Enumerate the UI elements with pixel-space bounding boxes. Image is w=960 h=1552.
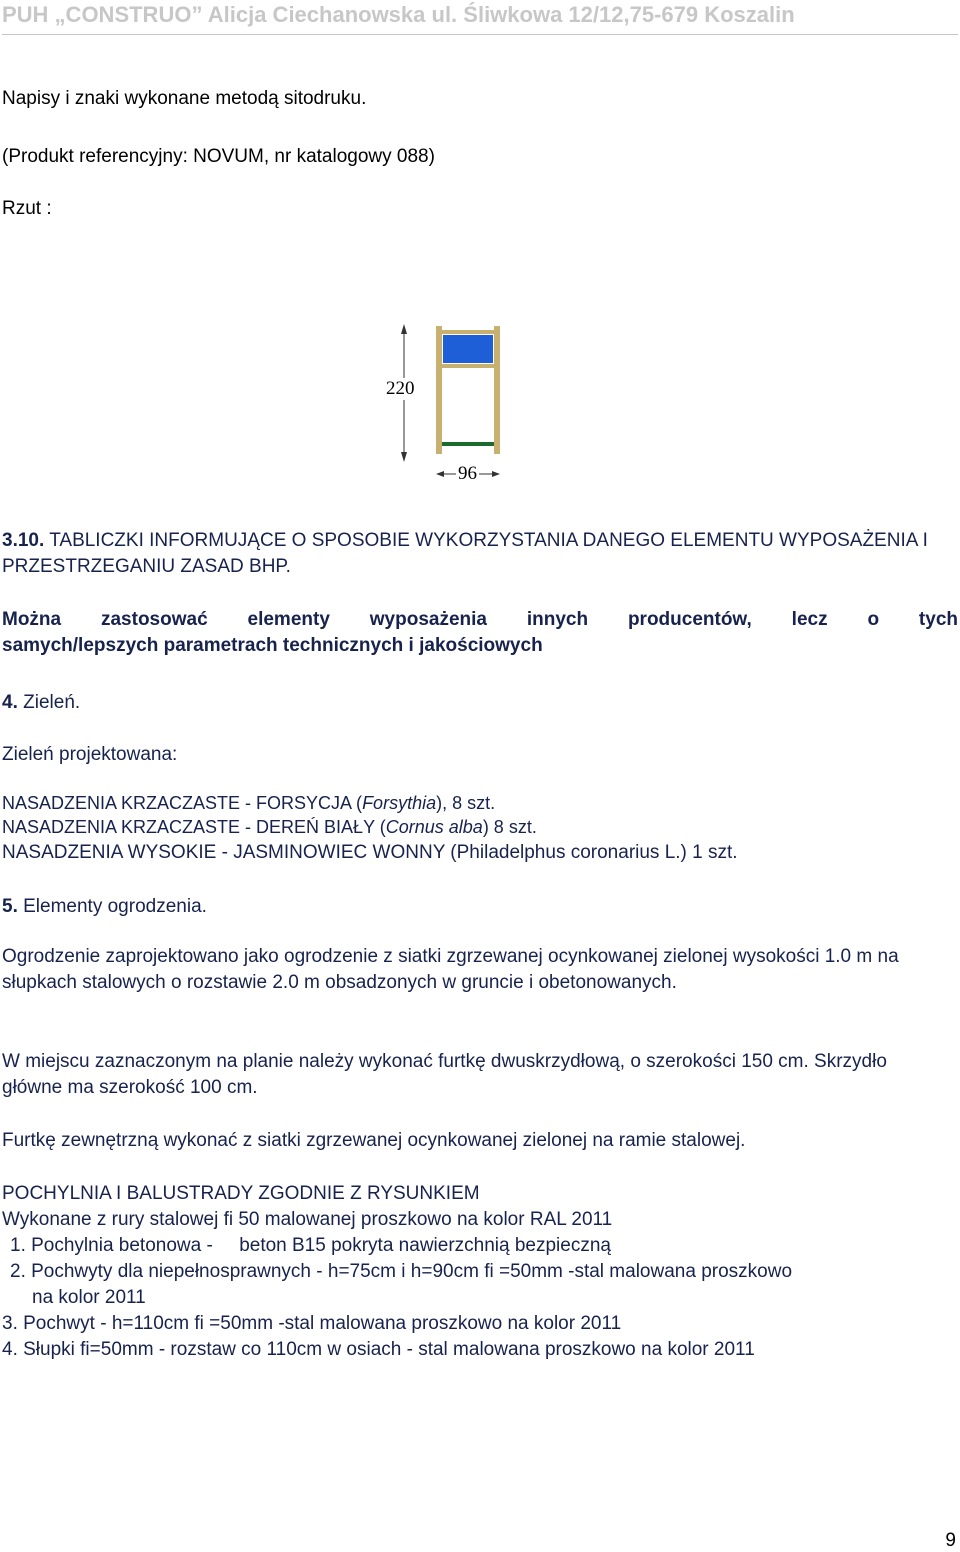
width-dimension-label: 96: [458, 463, 477, 484]
note-line-2: samych/lepszych parametrach technicznych i jakościowych: [2, 635, 543, 656]
ramp-item-1: 1. Pochylnia betonowa - beton B15 pokryta nawierzchnią bezpieczną: [10, 1235, 611, 1256]
green-bar: [442, 442, 494, 446]
ramp-item-3: 3. Pochwyt - h=110cm fi =50mm -stal malowana proszkowo na kolor 2011: [2, 1313, 622, 1334]
section-4-heading: [2, 690, 958, 716]
paragraph-gate: W miejscu zaznaczonym na planie należy wykonać furtkę dwuskrzydłową, o szerokości 150 cm. Skrzydło główne ma szerokość 100 cm.: [2, 1051, 887, 1098]
height-dimension-label: 220: [386, 378, 415, 399]
plants-list: [2, 791, 958, 866]
section-3-10-heading: [2, 528, 958, 580]
paragraph-plan-label: Rzut :: [2, 198, 52, 219]
blue-panel: [443, 335, 493, 363]
right-post: [494, 326, 500, 454]
ramp-subtitle: Wykonane z rury stalowej fi 50 malowanej proszkowo na kolor RAL 2011: [2, 1209, 613, 1230]
section-number: 3.10.: [2, 530, 45, 551]
plant-philadelphus: NASADZENIA WYSOKIE - JASMINOWIEC WONNY (Philadelphus coronarius L.) 1 szt.: [2, 842, 738, 863]
section-5-heading: [2, 894, 958, 920]
left-post: [436, 326, 442, 454]
ramp-item-2: 2. Pochwyty dla niepełnosprawnych - h=75cm i h=90cm fi =50mm -stal malowana proszkowo: [10, 1261, 793, 1282]
section-title: Elementy ogrodzenia.: [17, 896, 207, 917]
ramp-section: [2, 1181, 958, 1363]
paragraph-reference-product: (Produkt referencyjny: NOVUM, nr katalogowy 088): [2, 146, 435, 167]
top-frame: [442, 330, 494, 334]
page-header: PUH „CONSTRUO” Alicja Ciechanowska ul. Śliwkowa 12/12,75-679 Koszalin: [2, 2, 958, 35]
page-number: 9: [945, 1530, 956, 1551]
paragraph-fence: Ogrodzenie zaprojektowano jako ogrodzenie z siatki zgrzewanej ocynkowanej zielonej wysokości 1.0 m na słupkach stalowych o rozstawie 2.0 m obsadzonych w gruncie i obetonowanych.: [2, 946, 899, 993]
note-line-1: Można zastosować elementy wyposażenia innych producentów, lecz o tych: [2, 609, 958, 630]
plant-cornus: NASADZENIA KRZACZASTE - DEREŃ BIAŁY (Cornus alba) 8 szt.: [2, 817, 537, 837]
ramp-title: POCHYLNIA I BALUSTRADY ZGODNIE Z RYSUNKIEM: [2, 1183, 480, 1204]
paragraph-screen-print: Napisy i znaki wykonane metodą sitodruku.: [2, 88, 367, 109]
section-title: Zieleń.: [17, 692, 81, 713]
ramp-item-4: 4. Słupki fi=50mm - rozstaw co 110cm w osiach - stal malowana proszkowo na kolor 2011: [2, 1339, 755, 1360]
section-title: TABLICZKI INFORMUJĄCE O SPOSOBIE WYKORZYSTANIA DANEGO ELEMENTU WYPOSAŻENIA I PRZESTRZEGANIU ZASAD BHP.: [2, 530, 928, 577]
ramp-item-2-cont: na kolor 2011: [32, 1287, 146, 1308]
section-number: 5.: [2, 896, 18, 917]
paragraph-outer-gate: Furtkę zewnętrzną wykonać z siatki zgrzewanej ocynkowanej zielonej na ramie stalowej.: [2, 1130, 746, 1151]
section-number: 4.: [2, 692, 18, 713]
bottom-frame: [442, 364, 494, 368]
greenery-heading: Zieleń projektowana:: [2, 744, 178, 765]
note-equivalent-products: [2, 607, 958, 659]
sign-board-drawing: [380, 320, 520, 490]
plant-forsythia: NASADZENIA KRZACZASTE - FORSYCJA (Forsythia), 8 szt.: [2, 793, 496, 813]
